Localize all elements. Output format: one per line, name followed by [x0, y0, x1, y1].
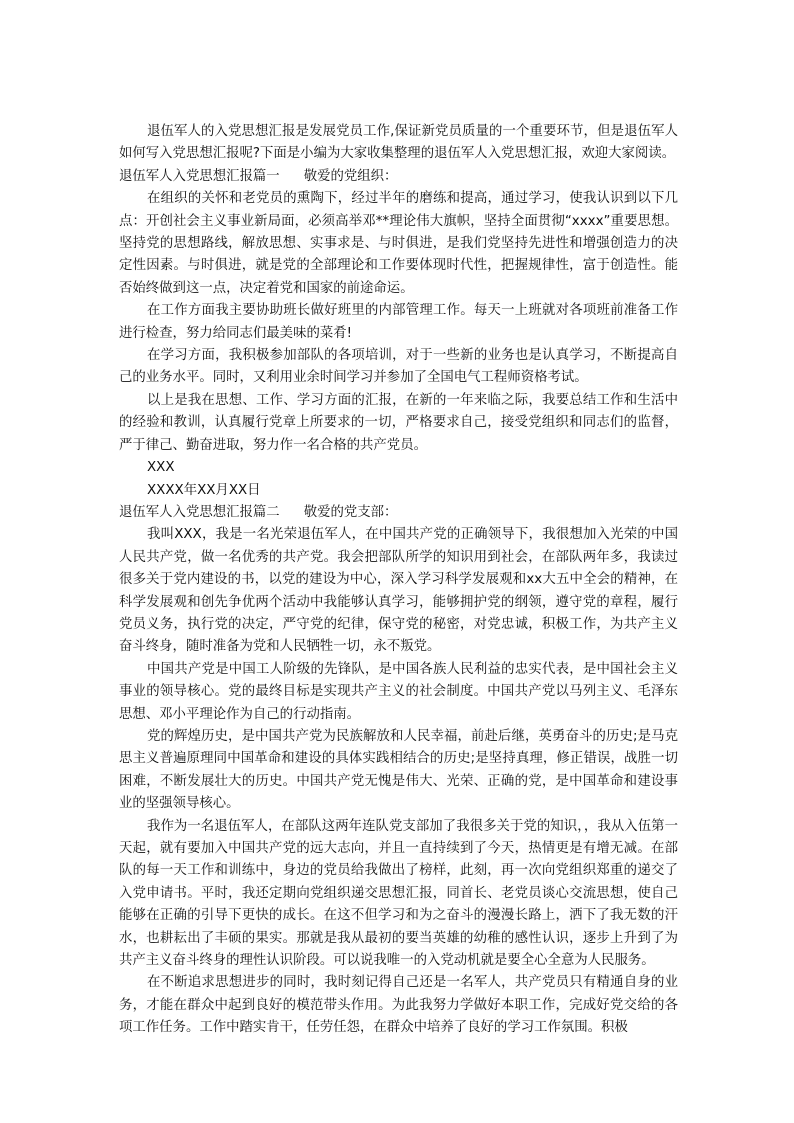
paragraph: 以上是我在思想、工作、学习方面的汇报，在新的一年来临之际，我要总结工作和生活中的经验和教训，认真履行党章上所要求的一切，严格要求自己，接受党组织和同志们的监督，严于律己、勤奋进取，努力作一名合格的共产党员。 — [119, 392, 678, 453]
section-title: 退伍军人入党思想汇报篇一 — [119, 168, 280, 184]
intro-paragraph: 退伍军人的入党思想汇报是发展党员工作,保证新党员质量的一个重要环节，但是退伍军人如何写入党思想汇报呢?下面是小编为大家收集整理的退伍军人入党思想汇报，欢迎大家阅读。 — [119, 124, 678, 162]
paragraph: 在学习方面，我积极参加部队的各项培训，对于一些新的业务也是认真学习，不断提高自己的业务水平。同时，又利用业余时间学习并参加了全国电气工程师资格考试。 — [119, 348, 678, 386]
paragraph: 党的辉煌历史，是中国共产党为民族解放和人民幸福，前赴后继，英勇奋斗的历史;是马克思主义普遍原理同中国革命和建设的具体实践相结合的历史;是坚持真理，修正错误，战胜一切困难，不断发展壮大的历史。中国共产党无愧是伟大、光荣、正确的党，是中国革命和建设事业的坚强领导核心。 — [119, 728, 678, 812]
paragraph: 我叫XXX，我是一名光荣退伍军人，在中国共产党的正确领导下，我很想加入光荣的中国人民共产党，做一名优秀的共产党。我会把部队所学的知识用到社会，在部队两年多，我读过很多关于党内建设的书，以党的建设为中心，深入学习科学发展观和xx大五中全会的精神，在科学发展观和创先争优两个活动中我能够认真学习，能够拥护党的纲领，遵守党的章程，履行党员义务，执行党的决定，严守党的纪律，保守党的秘密，对党忠诚，积极工作，为共产主义奋斗终身，随时准备为党和人民牺牲一切，永不叛党。 — [119, 527, 678, 655]
signature-date: XXXX年XX月XX日 — [147, 482, 261, 498]
section-heading-2 — [119, 502, 678, 524]
paragraph: 在不断追求思想进步的同时，我时刻记得自己还是一名军人，共产党员只有精通自身的业务，才能在群众中起到良好的模范带头作用。为此我努力学做好本职工作，完成好党交给的各项工作任务。工作中踏实肯干，任劳任怨，在群众中培养了良好的学习工作氛围。积极 — [119, 975, 678, 1036]
section-heading-1 — [119, 166, 678, 188]
document-body — [119, 121, 678, 1040]
signature-name: XXX — [147, 460, 175, 476]
paragraph: 中国共产党是中国工人阶级的先锋队，是中国各族人民利益的忠实代表，是中国社会主义事业的领导核心。党的最终目标是实现共产主义的社会制度。中国共产党以马列主义、毛泽东思想、邓小平理论作为自己的行动指南。 — [119, 661, 678, 722]
salutation: 敬爱的党支部： — [303, 504, 398, 520]
section-title: 退伍军人入党思想汇报篇二 — [119, 504, 280, 520]
paragraph: 在组织的关怀和老党员的熏陶下，经过半年的磨练和提高，通过学习，使我认识到以下几点：开创社会主义事业新局面，必须高举邓**理论伟大旗帜，坚持全面贯彻“xxxx”重要思想。坚持党的思想路线，解放思想、实事求是、与时俱进，是我们党坚持先进性和增强创造力的决定性因素。与时俱进，就是党的全部理论和工作要体现时代性，把握规律性，富于创造性。能否始终做到这一点，决定着党和国家的前途命运。 — [119, 191, 678, 296]
paragraph: 在工作方面我主要协助班长做好班里的内部管理工作。每天一上班就对各项班前准备工作进行检查，努力给同志们最美味的菜肴! — [119, 303, 678, 341]
salutation: 敬爱的党组织： — [303, 168, 398, 184]
paragraph: 我作为一名退伍军人，在部队这两年连队党支部加了我很多关于党的知识，，我从入伍第一天起，就有要加入中国共产党的远大志向，并且一直持续到了今天，热情更是有增无减。在部队的每一天工作和训练中，身边的党员给我做出了榜样，此刻，再一次向党组织郑重的递交了入党申请书。平时，我还定期向党组织递交思想汇报，同首长、老党员谈心交流思想，使自己能够在正确的引导下更快的成长。在这不但学习和为之奋斗的漫漫长路上，洒下了我无数的汗水，也耕耘出了丰硕的果实。那就是我从最初的要当英雄的幼稚的感性认识，逐步上升到了为共产主义奋斗终身的理性认识阶段。可以说我唯一的入党动机就是要全心全意为人民服务。 — [119, 818, 678, 969]
